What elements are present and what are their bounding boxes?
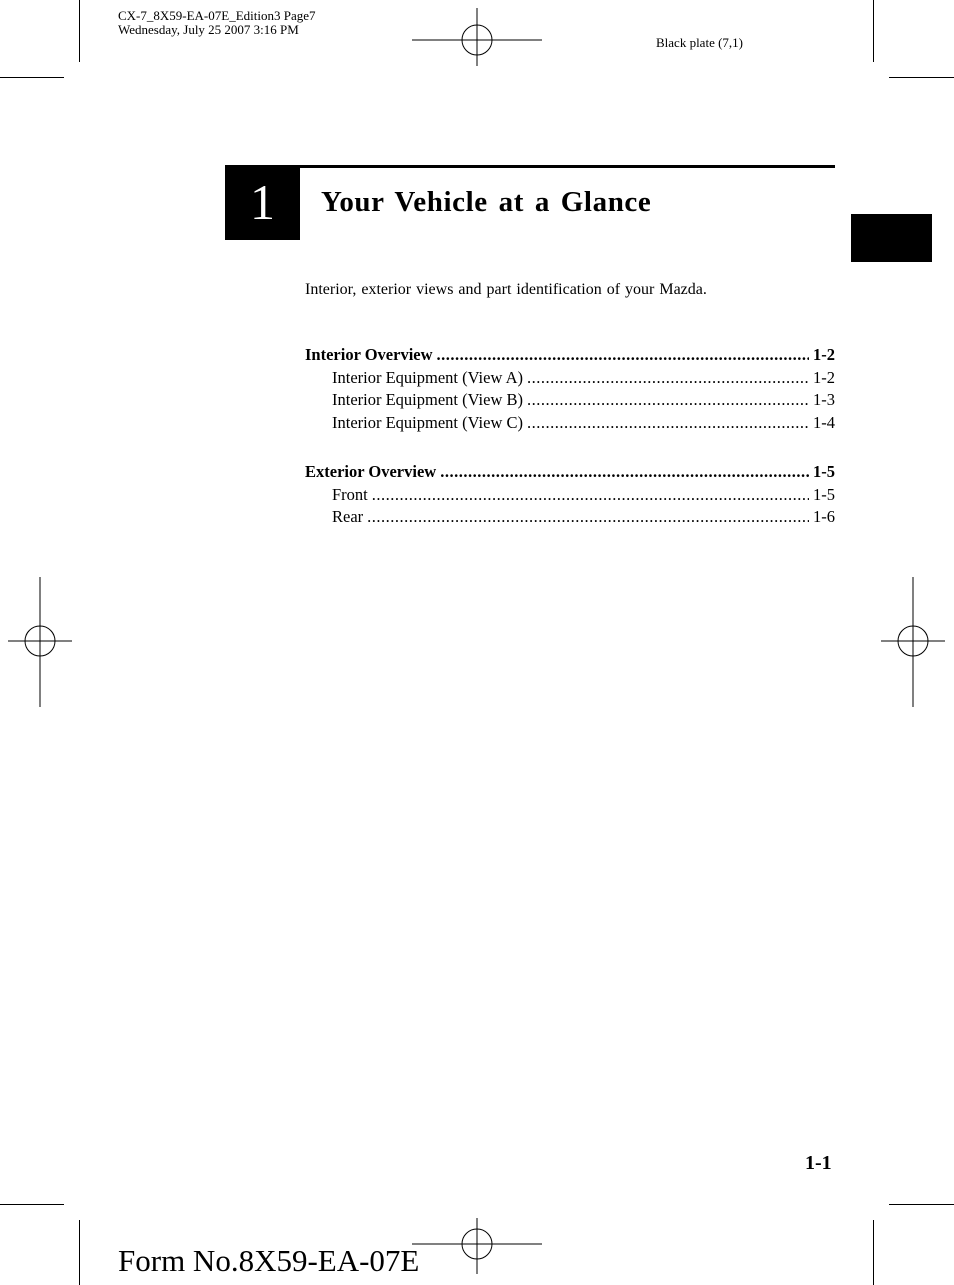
- toc-leader-dots: [527, 411, 809, 434]
- toc-entry-title: Exterior Overview: [305, 462, 437, 481]
- chapter-side-tab: [851, 214, 932, 262]
- toc-entry-exterior-overview[interactable]: [305, 460, 835, 483]
- chapter-intro: Interior, exterior views and part identification of your Mazda.: [305, 281, 707, 298]
- toc-entry-title: Interior Equipment (View A): [332, 368, 523, 387]
- toc-entry-page: 1-6: [813, 507, 835, 526]
- form-number: Form No.8X59-EA-07E: [118, 1243, 420, 1278]
- toc-entry-title: Rear: [332, 507, 364, 526]
- page-number: 1-1: [805, 1152, 832, 1174]
- file-info-line2: Wednesday, July 25 2007 3:16 PM: [118, 22, 299, 37]
- toc-leader-dots: [437, 343, 809, 366]
- toc-entry-page: 1-2: [813, 368, 835, 387]
- registration-mark-left: [8, 577, 72, 707]
- toc-entry-page: 1-5: [813, 485, 835, 504]
- registration-mark-right: [881, 577, 945, 707]
- chapter-rule: [300, 165, 835, 168]
- toc-leader-dots: [527, 366, 809, 389]
- toc-leader-dots: [527, 388, 809, 411]
- toc-entry-interior-overview[interactable]: [305, 343, 835, 366]
- plate-label: Black plate (7,1): [656, 35, 743, 50]
- toc-entry-rear[interactable]: [332, 505, 835, 528]
- toc-entry-page: 1-3: [813, 390, 835, 409]
- toc-leader-dots: [372, 483, 809, 506]
- chapter-title: Your Vehicle at a Glance: [321, 186, 652, 218]
- toc-entry-interior-equipment-view-a[interactable]: [332, 366, 835, 389]
- registration-mark-top: [412, 8, 542, 66]
- toc-entry-interior-equipment-view-b[interactable]: [332, 388, 835, 411]
- toc-entry-page: 1-2: [813, 345, 835, 364]
- toc-entry-title: Interior Equipment (View B): [332, 390, 523, 409]
- toc-entry-interior-equipment-view-c[interactable]: [332, 411, 835, 434]
- toc-leader-dots: [440, 460, 809, 483]
- toc-leader-dots: [367, 505, 809, 528]
- toc-entry-page: 1-5: [813, 462, 835, 481]
- toc-entry-front[interactable]: [332, 483, 835, 506]
- toc-entry-title: Front: [332, 485, 368, 504]
- registration-mark-bottom: [412, 1218, 542, 1274]
- file-info: [118, 9, 316, 37]
- toc-entry-title: Interior Overview: [305, 345, 433, 364]
- chapter-number: 1: [225, 165, 300, 240]
- file-info-line1: CX-7_8X59-EA-07E_Edition3 Page7: [118, 8, 316, 23]
- toc-entry-title: Interior Equipment (View C): [332, 413, 523, 432]
- toc-entry-page: 1-4: [813, 413, 835, 432]
